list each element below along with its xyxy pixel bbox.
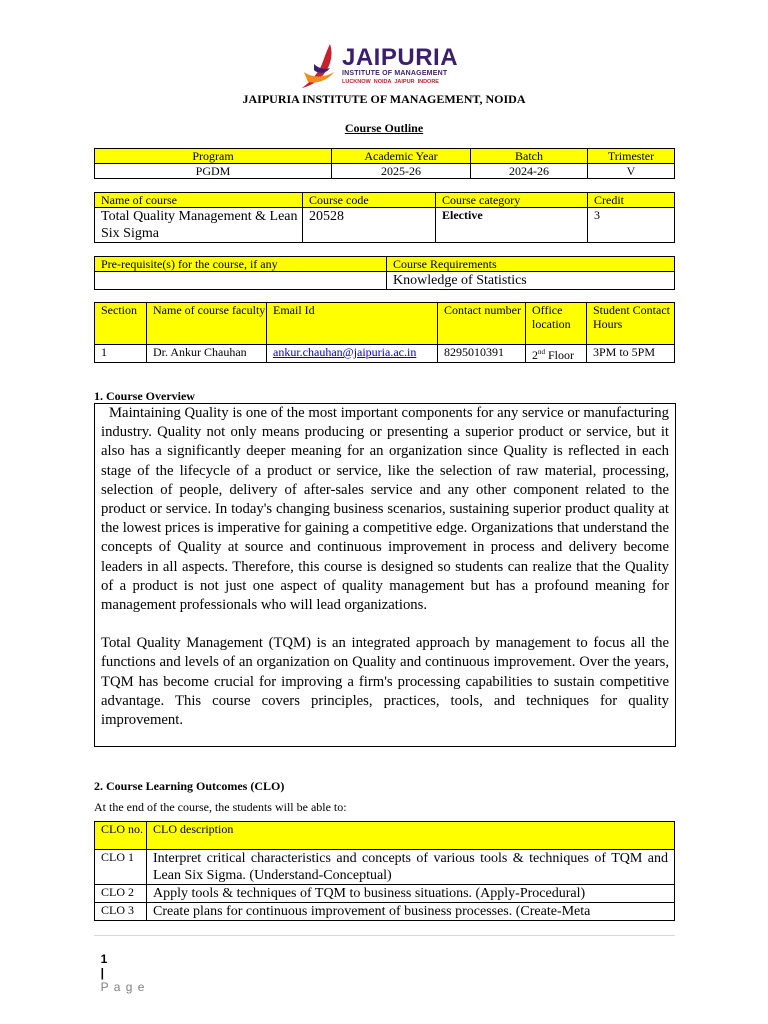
batch-header: Batch <box>471 149 588 164</box>
institute-logo <box>300 42 460 92</box>
course-category-header: Course category <box>436 193 588 208</box>
page-footer <box>94 938 145 994</box>
program-table <box>94 148 675 179</box>
clo-no: CLO 2 <box>95 885 147 903</box>
contact-value: 8295010391 <box>438 345 526 363</box>
page-number: 1 <box>100 952 108 966</box>
clo-description-header: CLO description <box>147 822 675 850</box>
program-value: PGDM <box>95 164 332 179</box>
academic-year-header: Academic Year <box>332 149 471 164</box>
prerequisite-table <box>94 256 675 290</box>
hours-value: 3PM to 5PM <box>587 345 675 363</box>
email-link[interactable]: ankur.chauhan@jaipuria.ac.in <box>273 345 417 359</box>
page-label: P a g e <box>100 980 146 994</box>
clo-no: CLO 3 <box>95 903 147 921</box>
requirements-header: Course Requirements <box>387 257 675 272</box>
footer-separator: | <box>100 966 105 980</box>
course-table <box>94 192 675 243</box>
office-value: 2nd Floor <box>526 345 587 363</box>
clo-description: Interpret critical characteristics and concepts of various tools & techniques of TQM and Lean Six Sigma. (Understand-Conceptual) <box>147 850 675 885</box>
clo-table <box>94 821 675 921</box>
table-row <box>95 903 675 921</box>
table-row <box>95 850 675 885</box>
faculty-table <box>94 302 675 363</box>
trimester-value: V <box>588 164 675 179</box>
batch-value: 2024-26 <box>471 164 588 179</box>
page-subtitle: Course Outline <box>344 121 424 135</box>
clo-no-header: CLO no. <box>95 822 147 850</box>
course-name-value: Total Quality Management & Lean Six Sigma <box>95 208 303 243</box>
overview-paragraph-2: Total Quality Management (TQM) is an integrated approach by management to focus all the functions and levels of an organization on Quality and continuous improvement. Over the years, TQM has become crucial for improving a firm's processing capabilities to sustain competitive advantage. This course covers principles, practices, tools, and techniques for quality improvement. <box>101 635 669 729</box>
email-header: Email Id <box>267 303 438 345</box>
prerequisite-value <box>95 272 387 290</box>
prerequisite-header: Pre-requisite(s) for the course, if any <box>95 257 387 272</box>
course-name-header: Name of course <box>95 193 303 208</box>
faculty-name-header: Name of course faculty <box>147 303 267 345</box>
course-code-value: 20528 <box>303 208 436 243</box>
clo-no: CLO 1 <box>95 850 147 885</box>
logo-subtitle: INSTITUTE OF MANAGEMENT <box>342 70 448 77</box>
logo-mark-icon <box>300 42 344 90</box>
course-code-header: Course code <box>303 193 436 208</box>
program-header: Program <box>95 149 332 164</box>
email-cell <box>267 345 438 363</box>
table-row <box>95 885 675 903</box>
credit-value: 3 <box>588 208 675 243</box>
footer-divider <box>94 935 675 936</box>
section-value: 1 <box>95 345 147 363</box>
faculty-name-value: Dr. Ankur Chauhan <box>147 345 267 363</box>
clo-intro: At the end of the course, the students will be able to: <box>94 800 347 814</box>
page-title: JAIPURIA INSTITUTE OF MANAGEMENT, NOIDA <box>242 92 526 106</box>
requirements-value: Knowledge of Statistics <box>387 272 675 290</box>
contact-header: Contact number <box>438 303 526 345</box>
credit-header: Credit <box>588 193 675 208</box>
overview-heading: 1. Course Overview <box>94 389 195 403</box>
office-header: Office location <box>526 303 587 345</box>
hours-header: Student Contact Hours <box>587 303 675 345</box>
clo-heading: 2. Course Learning Outcomes (CLO) <box>94 779 285 793</box>
academic-year-value: 2025-26 <box>332 164 471 179</box>
overview-paragraph-1: Maintaining Quality is one of the most important components for any service or manufacturing industry. Quality not only means producing or presenting a superior product or service, but it also has a significantly deeper meaning for an organization since Quality is reflected in each stage of the lifecycle of a product or service, like the selection of raw material, processing, selection of people, delivery of after-sales service and any other component related to the product or service. In today's changing business scenarios, sustaining superior product quality at the lowest prices is imperative for gaining a competitive edge. Organizations that understand the concepts of Quality at source and continuous improvement in process and delivery become leaders in all aspects. Therefore, this course is designed so students can realize that the Quality of a product is not just one aspect of quality management but has a profound meaning for management professionals who will lead organizations. <box>101 405 669 614</box>
course-category-value: Elective <box>436 208 588 243</box>
trimester-header: Trimester <box>588 149 675 164</box>
clo-description: Apply tools & techniques of TQM to business situations. (Apply-Procedural) <box>147 885 675 903</box>
clo-description: Create plans for continuous improvement of business processes. (Create-Meta <box>147 903 675 921</box>
section-header: Section <box>95 303 147 345</box>
overview-box <box>94 403 676 747</box>
logo-name: JAIPURIA <box>342 44 459 71</box>
logo-campuses: LUCKNOW NOIDA JAIPUR INDORE <box>342 79 439 85</box>
